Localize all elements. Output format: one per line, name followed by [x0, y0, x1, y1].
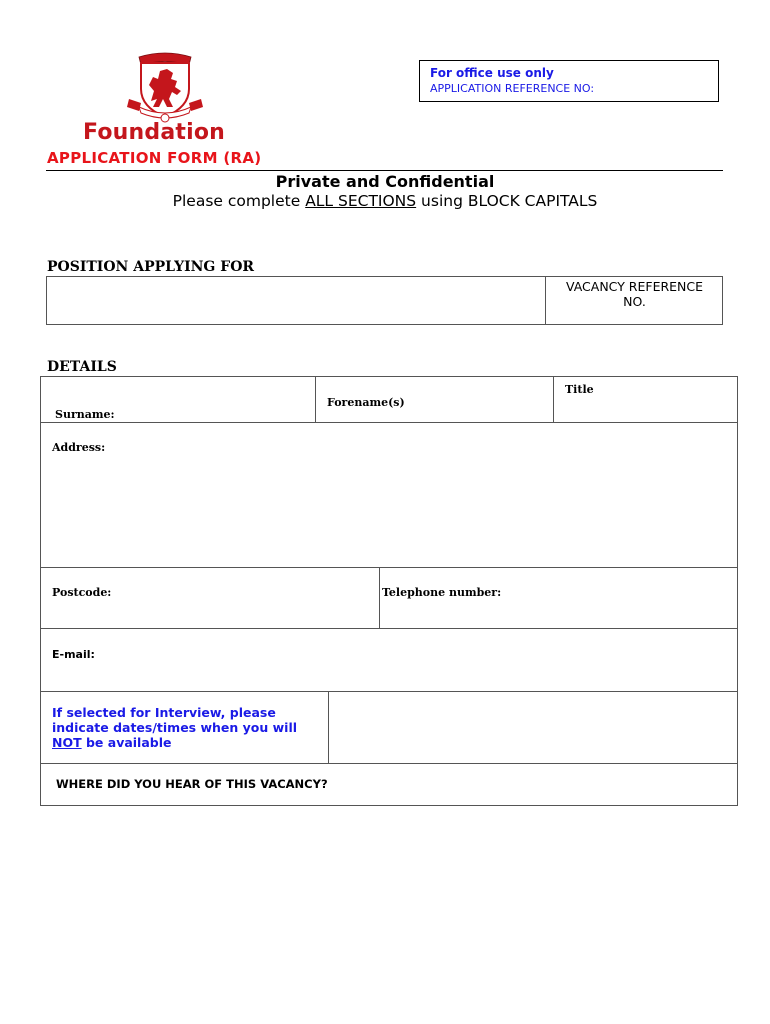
row1-divider-a [315, 377, 316, 422]
phone-bottom-line [41, 628, 737, 629]
details-heading: DETAILS [47, 359, 117, 375]
interview-after: be available [81, 735, 172, 750]
position-input-cell[interactable] [47, 277, 545, 324]
row1-divider-b [553, 377, 554, 422]
hear-of-vacancy-field[interactable]: WHERE DID YOU HEAR OF THIS VACANCY? [56, 777, 328, 791]
email-field[interactable]: E-mail: [52, 648, 95, 661]
postcode-field[interactable]: Postcode: [52, 586, 112, 599]
form-title: APPLICATION FORM (RA) [47, 149, 262, 167]
office-use-box [419, 60, 719, 102]
position-cell-divider [545, 277, 546, 324]
postcode-divider [379, 567, 380, 628]
instruction-suffix: using BLOCK CAPITALS [416, 192, 598, 210]
interview-line1: If selected for Interview, please [52, 705, 276, 720]
application-reference-label: APPLICATION REFERENCE NO: [430, 82, 595, 95]
address-field[interactable]: Address: [52, 441, 106, 454]
interview-availability-input[interactable] [329, 692, 737, 762]
instruction-emphasis: ALL SECTIONS [305, 192, 417, 210]
surname-field[interactable]: Surname: [55, 408, 115, 421]
interview-line2: indicate dates/times when you will [52, 720, 298, 735]
foundation-logo-text: Foundation [83, 120, 226, 145]
interview-bottom-line [41, 763, 737, 764]
interview-line3 [52, 735, 322, 750]
private-confidential-heading: Private and Confidential [275, 172, 495, 191]
title-field[interactable]: Title [565, 383, 594, 396]
instructions-text [0, 192, 770, 210]
interview-availability-label [52, 705, 322, 750]
interview-not: NOT [52, 735, 82, 750]
position-box [46, 276, 723, 325]
vacancy-reference-line2: NO. [623, 294, 646, 309]
position-heading: POSITION APPLYING FOR [47, 259, 255, 275]
title-divider [46, 170, 723, 171]
office-use-title: For office use only [430, 66, 554, 80]
row1-bottom-line [41, 422, 737, 423]
telephone-field[interactable]: Telephone number: [382, 586, 502, 599]
address-bottom-line [41, 567, 737, 568]
vacancy-reference-label [547, 279, 722, 309]
club-crest-icon [127, 51, 203, 123]
details-table [40, 376, 738, 806]
instruction-prefix: Please complete [172, 192, 306, 210]
forenames-field[interactable]: Forename(s) [327, 396, 405, 409]
vacancy-reference-line1: VACANCY REFERENCE [565, 279, 704, 294]
